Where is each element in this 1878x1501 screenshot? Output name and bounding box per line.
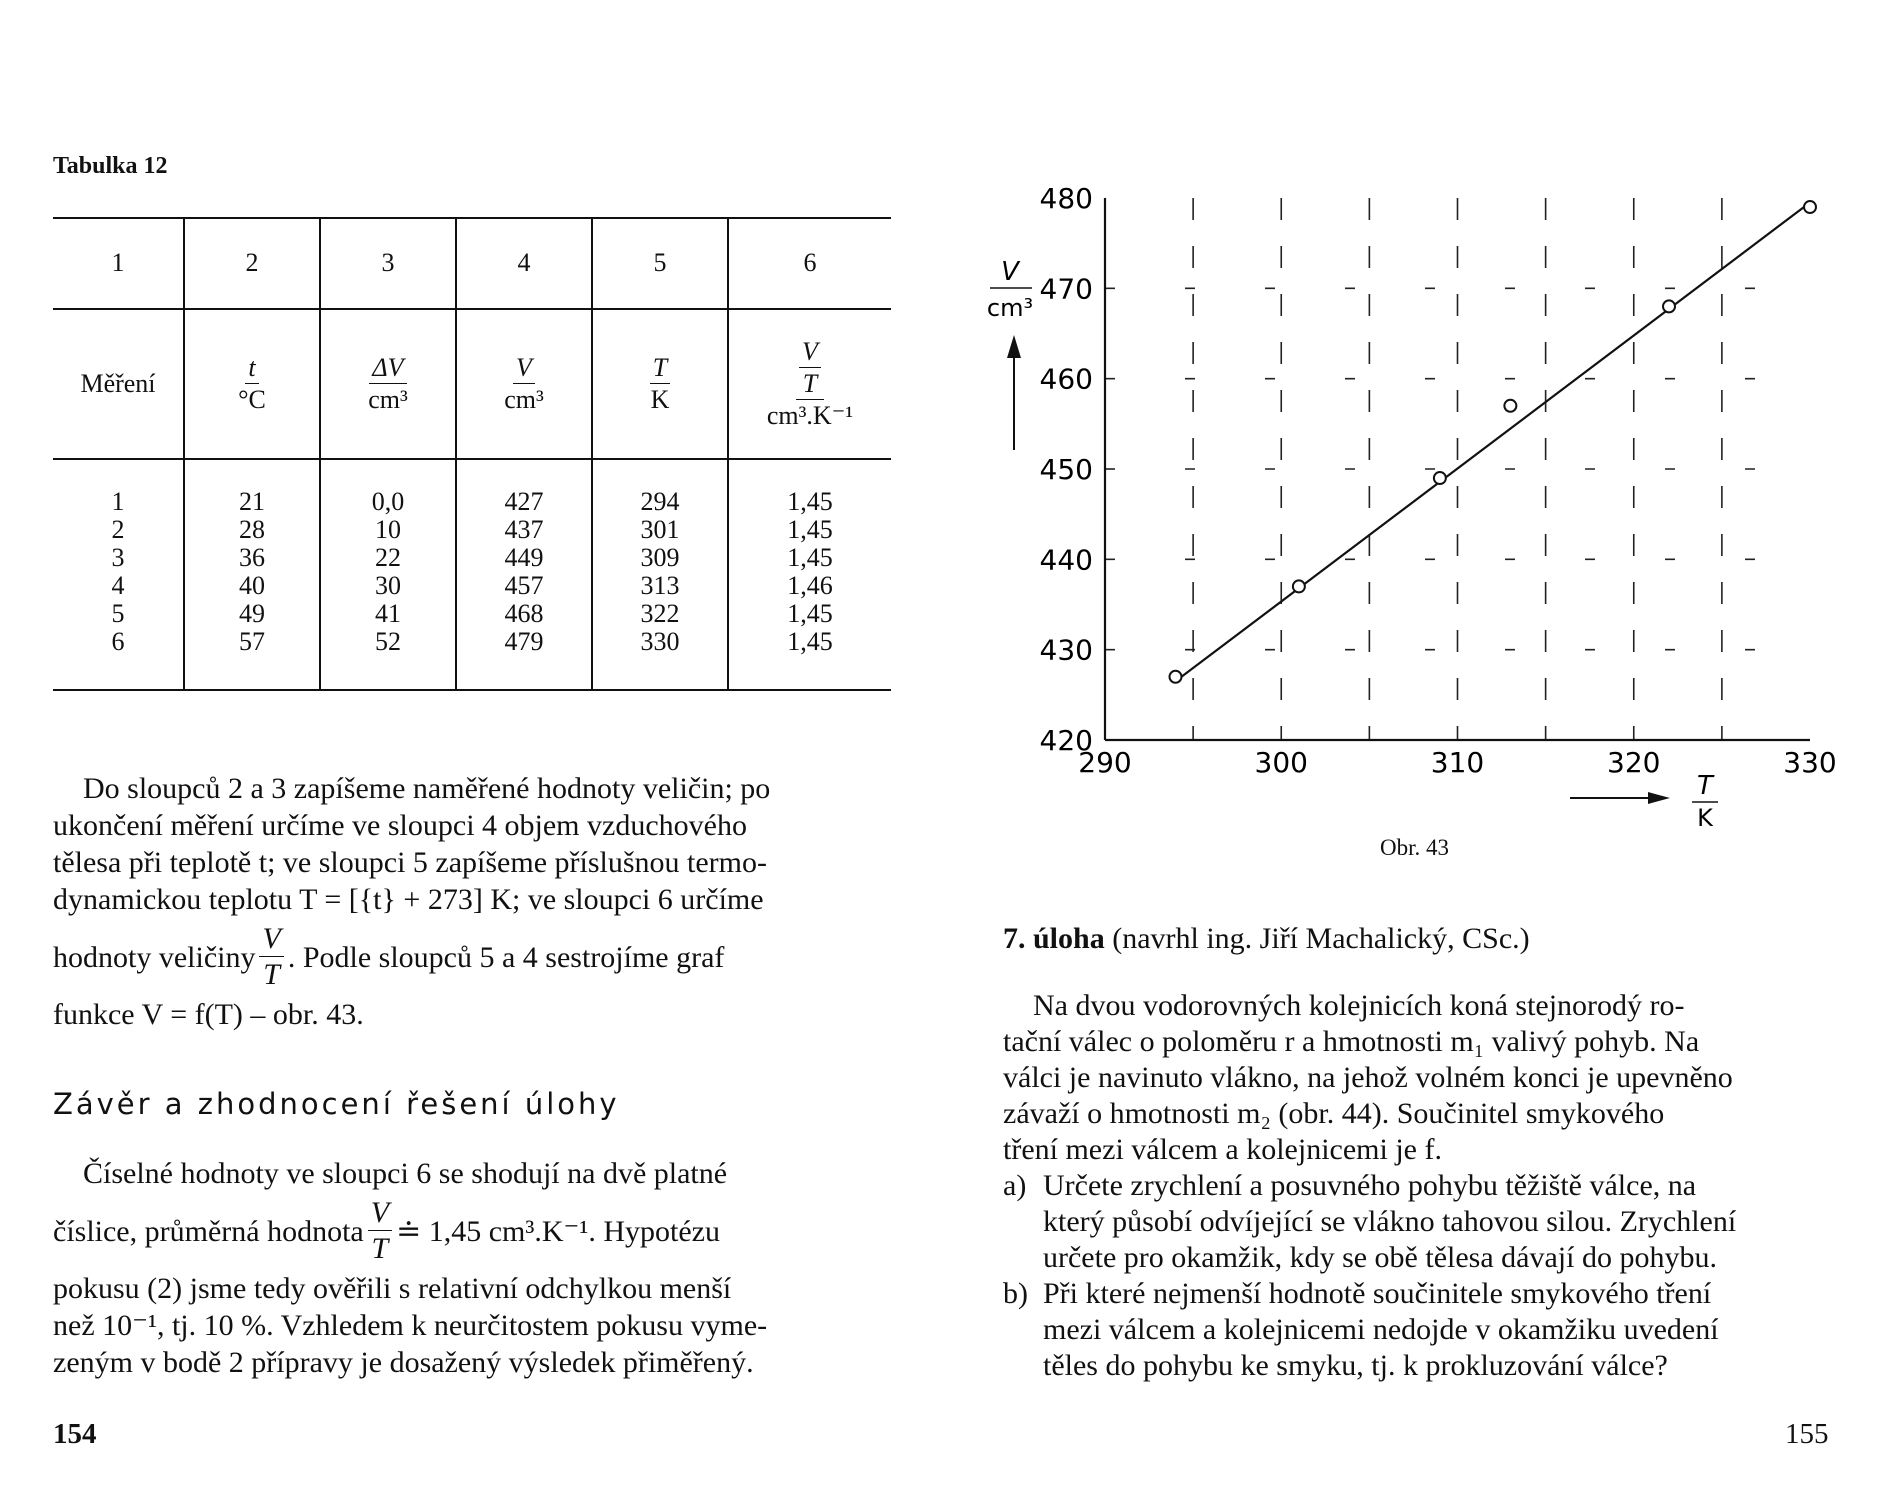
- y-axis-label-num: V: [1001, 257, 1019, 287]
- section-heading: Závěr a zhodnocení řešení úlohy: [53, 1087, 620, 1121]
- header-unit: $\frac{V}{\text{cm³}}$: [456, 309, 592, 459]
- table-cell: 28: [239, 515, 265, 544]
- table-cell: 1,45: [787, 487, 833, 516]
- fit-line: [1176, 203, 1811, 682]
- text-line: válci je navinuto vlákno, na jehož volném konci je upevněno: [1003, 1061, 1733, 1094]
- task-heading: 7. úloha (navrhl ing. Jiří Machalický, CSc.): [1003, 922, 1530, 955]
- table-cell: 1,45: [787, 599, 833, 628]
- text-line: Při které nejmenší hodnotě součinitele smykového tření: [1043, 1277, 1712, 1310]
- fraction-v-over-t: $\frac{V}{T}$: [368, 1198, 392, 1264]
- data-col: [184, 459, 320, 689]
- data-point: [1170, 671, 1182, 683]
- x-tick-label: 320: [1607, 746, 1661, 779]
- paragraph-method: [53, 770, 891, 1033]
- page-number-left: 154: [53, 1418, 97, 1450]
- x-axis-label-num: T: [1697, 771, 1713, 801]
- table-cell: 309: [640, 543, 680, 572]
- table-cell: 10: [375, 515, 401, 544]
- measurement-table: [53, 217, 891, 689]
- table-caption: Tabulka 12: [53, 153, 168, 179]
- paragraph-conclusion: [53, 1155, 891, 1381]
- y-tick-label: 470: [1039, 272, 1093, 306]
- table-cell: 330: [640, 627, 680, 656]
- text-line: dynamickou teplotu T = [{t} + 273] K; ve sloupci 6 určíme: [53, 883, 764, 916]
- col-number: 2: [184, 217, 320, 309]
- table-cell: 6: [111, 627, 125, 656]
- task-item-b: b) Při které nejmenší hodnotě součinitele smykového tření mezi válcem a kolejnicemi nedojde v okamžiku uvedení těles do pohybu ke smyku, tj. k prokluzování válce?: [1003, 1276, 1835, 1384]
- volume-temperature-chart: [980, 170, 1860, 870]
- text-line: Do sloupců 2 a 3 zapíšeme naměřené hodnoty veličin; po: [83, 772, 771, 805]
- header-unit: $\frac{T}{K}$: [592, 309, 728, 459]
- table-cell: 427: [504, 487, 544, 516]
- header-measurement: Měření: [80, 369, 156, 398]
- table-cell: 52: [375, 627, 401, 656]
- text-line: funkce V = f(T) – obr. 43.: [53, 998, 364, 1031]
- table-cell: 301: [640, 515, 680, 544]
- header-unit: $\frac{\Delta V}{\text{cm³}}$: [320, 309, 456, 459]
- table-cell: 3: [111, 543, 125, 572]
- data-point: [1293, 580, 1305, 592]
- text-line: zeným v bodě 2 přípravy je dosažený výsledek přiměřený.: [53, 1346, 754, 1379]
- page-number-right: 155: [1785, 1418, 1829, 1450]
- table-cell: 1,45: [787, 515, 833, 544]
- y-axis-label-den: cm³: [986, 294, 1034, 322]
- table-cell: 1,46: [787, 571, 833, 600]
- col-number: 6: [728, 217, 891, 309]
- table-cell: 4: [111, 571, 125, 600]
- data-col: [53, 459, 184, 689]
- task-paragraph: [1003, 988, 1835, 1384]
- fraction-v-over-t: $\frac{V}{T}$: [259, 924, 283, 990]
- table-cell: 457: [504, 571, 544, 600]
- x-tick-label: 310: [1430, 746, 1485, 779]
- text-line: těles do pohybu ke smyku, tj. k prokluzování válce?: [1043, 1349, 1668, 1382]
- text-line: tační válec o poloměru r a hmotnosti m₁ valivý pohyb. Na: [1003, 1025, 1700, 1058]
- data-point: [1663, 300, 1675, 312]
- y-tick-label: 420: [1039, 724, 1093, 757]
- table-cell: 0,0: [371, 487, 405, 516]
- text-line: mezi válcem a kolejnicemi nedojde v okamžiku uvedení: [1043, 1313, 1719, 1346]
- x-tick-label: 300: [1254, 746, 1308, 779]
- text-line: hodnoty veličiny $\frac{V}{T}$ . Podle sloupců 5 a 4 sestrojíme graf: [53, 922, 725, 991]
- col-number: 3: [320, 217, 456, 309]
- table-cell: 468: [504, 599, 544, 628]
- y-tick-label: 460: [1039, 362, 1093, 396]
- text-line: určete pro okamžik, kdy se obě tělesa dávají do pohybu.: [1043, 1241, 1717, 1274]
- header-unit: $\frac{t}{^\circ C}$: [184, 309, 320, 459]
- text-line: který působí odvíjející se vlákno tahovou silou. Zrychlení: [1043, 1205, 1737, 1238]
- col-number: 4: [456, 217, 592, 309]
- table-cell: 294: [640, 487, 680, 516]
- data-point: [1804, 201, 1816, 213]
- table-cell: 2: [111, 515, 125, 544]
- table-cell: 313: [640, 571, 680, 600]
- table-cell: 1,45: [787, 543, 833, 572]
- text-line: Číselné hodnoty ve sloupci 6 se shodují na dvě platné: [83, 1157, 728, 1190]
- text-line: Určete zrychlení a posuvného pohybu těžiště válce, na: [1043, 1169, 1697, 1202]
- data-col: [728, 459, 891, 689]
- text-line: číslice, průměrná hodnota $\frac{V}{T}$ ≐ 1,45 cm³.K⁻¹. Hypotézu: [53, 1196, 720, 1265]
- data-point: [1504, 400, 1516, 412]
- col-number: 5: [592, 217, 728, 309]
- x-axis-arrowhead: [1648, 792, 1670, 804]
- text-line: než 10⁻¹, tj. 10 %. Vzhledem k neurčitostem pokusu vyme-: [53, 1309, 768, 1342]
- x-tick-label: 330: [1783, 746, 1837, 779]
- table-cell: 57: [239, 627, 265, 656]
- x-axis-label-den: K: [1697, 804, 1713, 832]
- data-col: [456, 459, 592, 689]
- figure-caption: Obr. 43: [1380, 835, 1449, 860]
- text-line: ukončení měření určíme ve sloupci 4 objem vzduchového: [53, 809, 747, 842]
- table-cell: 40: [239, 571, 265, 600]
- table-cell: 49: [239, 599, 265, 628]
- table-cell: 479: [504, 627, 544, 656]
- text-line: tělesa při teplotě t; ve sloupci 5 zapíšeme příslušnou termo-: [53, 846, 767, 879]
- table-cell: 322: [640, 599, 680, 628]
- table-bottom-rule: [53, 689, 891, 691]
- text-line: pokusu (2) jsme tedy ověřili s relativní odchylkou menší: [53, 1272, 732, 1305]
- header-unit: $\frac{\frac{V}{T}}{\text{cm³.K⁻¹}}$: [728, 309, 891, 459]
- y-tick-label: 450: [1039, 453, 1093, 486]
- y-tick-label: 480: [1039, 182, 1093, 215]
- table-cell: 30: [375, 571, 401, 600]
- x-tick-label: 290: [1078, 746, 1132, 779]
- data-col: [592, 459, 728, 689]
- y-tick-label: 430: [1039, 633, 1093, 667]
- table-cell: 5: [111, 599, 125, 628]
- task-item-a: a) Určete zrychlení a posuvného pohybu těžiště válce, na který působí odvíjející se vlákno tahovou silou. Zrychlení určete pro okamžik, kdy se obě tělesa dávají do pohybu.: [1003, 1168, 1835, 1276]
- text-line: tření mezi válcem a kolejnicemi je f.: [1003, 1133, 1442, 1166]
- y-axis-arrowhead: [1007, 335, 1021, 358]
- table-cell: 22: [375, 543, 401, 572]
- table-cell: 1: [111, 487, 125, 516]
- table-cell: 437: [504, 515, 544, 544]
- data-point: [1434, 472, 1446, 484]
- text-line: Na dvou vodorovných kolejnicích koná stejnorodý ro-: [1033, 989, 1685, 1022]
- col-number: 1: [111, 247, 125, 277]
- table-cell: 21: [239, 487, 265, 516]
- table-cell: 449: [504, 543, 544, 572]
- table-cell: 1,45: [787, 627, 833, 656]
- y-tick-label: 440: [1039, 543, 1093, 577]
- table-cell: 41: [375, 599, 401, 628]
- data-col: [320, 459, 456, 689]
- text-line: závaží o hmotnosti m₂ (obr. 44). Součinitel smykového: [1003, 1097, 1665, 1130]
- table-cell: 36: [239, 543, 265, 572]
